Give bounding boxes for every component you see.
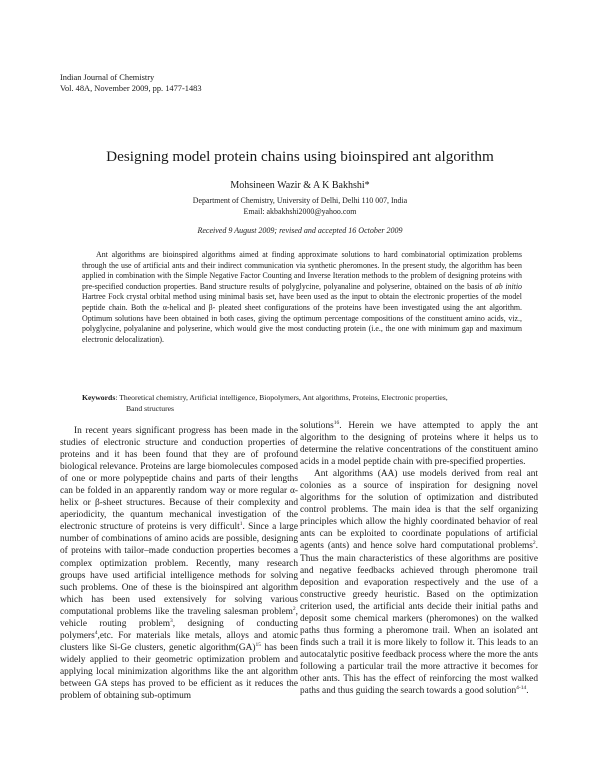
citation: 2 (532, 540, 536, 547)
body-text: , vehicle routing problem (60, 606, 298, 629)
body-column-left (60, 425, 298, 702)
ant-algorithm-paragraph (300, 468, 538, 697)
journal-name: Indian Journal of Chemistry (60, 73, 155, 82)
received-dates: Received 9 August 2009; revised and accepted 16 October 2009 (197, 226, 403, 235)
keywords-list: : Theoretical chemistry, Artificial intelligence, Biopolymers, Ant algorithms, Proteins, Electronic properties, (115, 393, 448, 402)
body-text: . Herein we have attempted to apply the ant algorithm to the designing of proteins where it helps us to determine the relative concentrations of the constituent amino acids in a model peptide chain with pre-specified properties. (300, 421, 538, 468)
intro-paragraph (60, 425, 298, 702)
abstract-text-2: Hartree Fock crystal orbital method using minimal basis set, have been used as the input to obtain the electronic properties of the model peptide chain. Both the α-helical and β- pleated sheet configurations of the proteins have been investigated using the ant algorithm. Optimum solutions have been obtained in both cases, giving the optimum percentage compositions of the constituent amino acids, viz., polyglycine, polyalanine and polyserine, which would give the most conducting protein (i.e., the one with minimum gap and maximum electronic delocalization). (82, 292, 522, 344)
body-text: . Since a large number of combinations of amino acids are possible, designing of proteins with tailor–made conduction properties becomes a complex optimization problem. Recently, many research groups have used artificial intelligence methods for solving such problems. One of these is the bioinspired ant algorithm which has been used extensively for solving various computational problems like the traveling salesman problem (60, 522, 298, 617)
email-line: Email: akbakhshi2000@yahoo.com (243, 206, 357, 216)
abstract (82, 250, 522, 345)
body-text: Ant algorithms (AA) use models derived from real ant colonies as a source of inspiration for designing novel algorithms for the solution of optimization and distributed control problems. The main idea is that the self organizing principles which allow the highly coordinated behavior of real ants can be exploited to coordinate populations of artificial agents (ants) and hence solve hard computational problems (300, 469, 538, 552)
body-text: solutions (300, 421, 334, 431)
citation: 16 (333, 419, 340, 426)
keywords (82, 393, 522, 414)
body-column-right (300, 420, 538, 697)
citation: 1 (239, 521, 243, 528)
citation: 4 (94, 629, 98, 636)
citation: 4-14 (516, 684, 527, 691)
citation: 2 (292, 605, 296, 612)
paper-authors: Mohsineen Wazir & A K Bakhshi* (230, 180, 370, 191)
affiliation-line: Department of Chemistry, University of Delhi, Delhi 110 007, India (192, 196, 408, 205)
keywords-label: Keywords (82, 393, 116, 402)
body-text: . (526, 686, 529, 697)
author-affiliation (0, 196, 600, 217)
body-text: . Thus the main characteristics of these algorithms are positive and negative feedbacks achieved through pheromone trail deposition and evaporation respectively and the use of a constructive greedy heuristic. Based on the optimization criterion used, the artificial ants decide their initial paths and deposit some chemical markers (pheromones) on the walked paths thus forming a pheromone trail. When an isolated ant finds such a trail it is more likely to follow it. This leads to an autocatalytic positive feedback process where the more the ants following a particular trail the more attractive it becomes for other ants. This has the effect of reinforcing the most walked paths and thus guiding the search towards a good solution (300, 541, 538, 697)
citation: 3 (169, 617, 173, 624)
body-text: has been widely applied to their geometric optimization problem and applying local minimization algorithms like the ant algorithm between GA steps has proved to be efficient as it reduces the problem of obtaining sub-optimum (60, 642, 299, 702)
citation: 15 (255, 641, 262, 648)
journal-header (60, 72, 202, 94)
journal-volume: Vol. 48A, November 2009, pp. 1477-1483 (60, 84, 202, 93)
body-text: In recent years significant progress has been made in the studies of electronic structure and conduction properties of proteins and it has been found that they are of profound biological relevance. Proteins are large biomolecules composed of one or more polypeptide chains and parts of their lengths can be folded in an apparently random way or more regular α-helix or β-sheet structures. Because of their complexity and aperiodicity, the quantum mechanical investigation of the electronic structure of proteins is very difficult (60, 426, 298, 533)
body-text: , designing of conducting polymers (60, 618, 299, 641)
body-text: ,etc. For materials like metals, alloys and atomic clusters like Si-Ge clusters, genetic algorithm(GA) (60, 630, 298, 653)
continued-paragraph (300, 420, 538, 468)
abstract-italic: ab initio (494, 281, 523, 291)
paper-title: Designing model protein chains using bioinspired ant algorithm (106, 148, 494, 165)
abstract-text-1: Ant algorithms are bioinspired algorithms aimed at finding approximate solutions to hard combinatorial optimization problems through the use of artificial ants and their indirect communication via synthetic pheromones. In the present study, the algorithm has been applied in combination with the Simple Negative Factor Counting and Inverse Iteration methods to the problem of designing proteins with pre-specified conduction properties. Band structure results of polyglycine, polyanaline and polyserine, obtained on the basis of (82, 250, 522, 291)
keywords-continuation: Band structures (126, 403, 175, 413)
